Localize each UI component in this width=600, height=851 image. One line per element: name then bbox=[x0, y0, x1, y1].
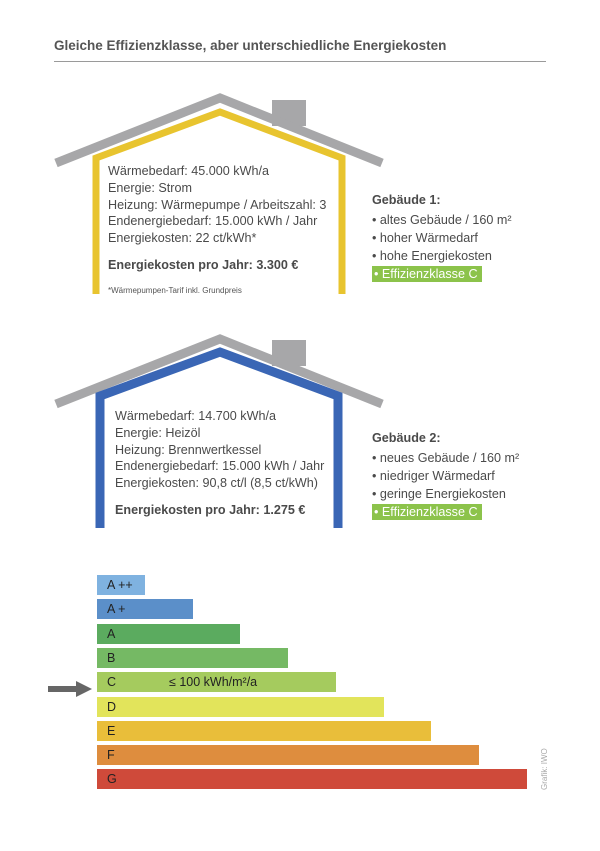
efficiency-bar-aplusplus bbox=[97, 575, 145, 595]
efficiency-bar-label: A ++ bbox=[107, 578, 133, 592]
house-2-line: Endenergiebedarf: 15.000 kWh / Jahr bbox=[115, 459, 325, 474]
building-1-item: • altes Gebäude / 160 m² bbox=[372, 213, 512, 227]
house-1-line: Energiekosten: 22 ct/kWh* bbox=[108, 231, 257, 246]
building-2-item: • niedriger Wärmedarf bbox=[372, 469, 495, 483]
building-1-class-badge: • Effizienzklasse C bbox=[372, 266, 482, 282]
efficiency-bar-aplus bbox=[97, 599, 193, 619]
efficiency-bar-label: C bbox=[107, 675, 117, 690]
building-2-heading: Gebäude 2: bbox=[372, 431, 441, 445]
efficiency-bar-label: D bbox=[107, 699, 117, 714]
house-2-details bbox=[115, 408, 324, 519]
building-2-item: • neues Gebäude / 160 m² bbox=[372, 451, 520, 465]
efficiency-bar-c bbox=[97, 672, 336, 692]
efficiency-bar-b bbox=[97, 648, 288, 668]
page-title: Gleiche Effizienzklasse, aber unterschiedliche Energiekosten bbox=[54, 38, 447, 53]
house-2-total: Energiekosten pro Jahr: 1.275 € bbox=[115, 502, 306, 517]
building-2-item: • geringe Energiekosten bbox=[372, 487, 506, 501]
efficiency-bar-g bbox=[97, 769, 527, 789]
house-2-line: Heizung: Brennwertkessel bbox=[115, 442, 262, 457]
efficiency-bar-f bbox=[97, 745, 479, 765]
house-1-line: Energie: Strom bbox=[108, 180, 192, 195]
efficiency-bar-e bbox=[97, 721, 431, 741]
graphic-credit: Grafik: IWO bbox=[540, 748, 549, 790]
efficiency-bar-a bbox=[97, 624, 240, 644]
house-1-total: Energiekosten pro Jahr: 3.300 € bbox=[108, 257, 299, 272]
building-2-class-badge: • Effizienzklasse C bbox=[372, 504, 482, 520]
efficiency-bar-label: F bbox=[107, 748, 115, 763]
house-1-line: Heizung: Wärmepumpe / Arbeitszahl: 3 bbox=[108, 197, 327, 212]
house-1-line: Endenergiebedarf: 15.000 kWh / Jahr bbox=[108, 214, 318, 229]
building-1-item: • hohe Energiekosten bbox=[372, 249, 492, 263]
building-1-item: • hoher Wärmedarf bbox=[372, 231, 478, 245]
current-class-arrow-icon bbox=[48, 681, 92, 697]
efficiency-bar-d bbox=[97, 697, 384, 717]
house-2-line: Energie: Heizöl bbox=[115, 425, 201, 440]
efficiency-bar-label: A + bbox=[107, 602, 126, 617]
efficiency-bar-label: E bbox=[107, 723, 116, 738]
house-1-line: Wärmebedarf: 45.000 kWh/a bbox=[108, 164, 269, 178]
efficiency-threshold-note: ≤ 100 kWh/m²/a bbox=[169, 675, 258, 690]
efficiency-bar-label: G bbox=[107, 772, 117, 787]
efficiency-bar-label: A bbox=[107, 626, 116, 641]
efficiency-bar-label: B bbox=[107, 650, 116, 665]
house-2-line: Wärmebedarf: 14.700 kWh/a bbox=[115, 409, 276, 423]
building-1-heading: Gebäude 1: bbox=[372, 193, 441, 207]
house-1-footnote: *Wärmepumpen-Tarif inkl. Grundpreis bbox=[108, 286, 242, 295]
house-2-line: Energiekosten: 90,8 ct/l (8,5 ct/kWh) bbox=[115, 476, 318, 491]
building-2-info bbox=[372, 429, 519, 521]
